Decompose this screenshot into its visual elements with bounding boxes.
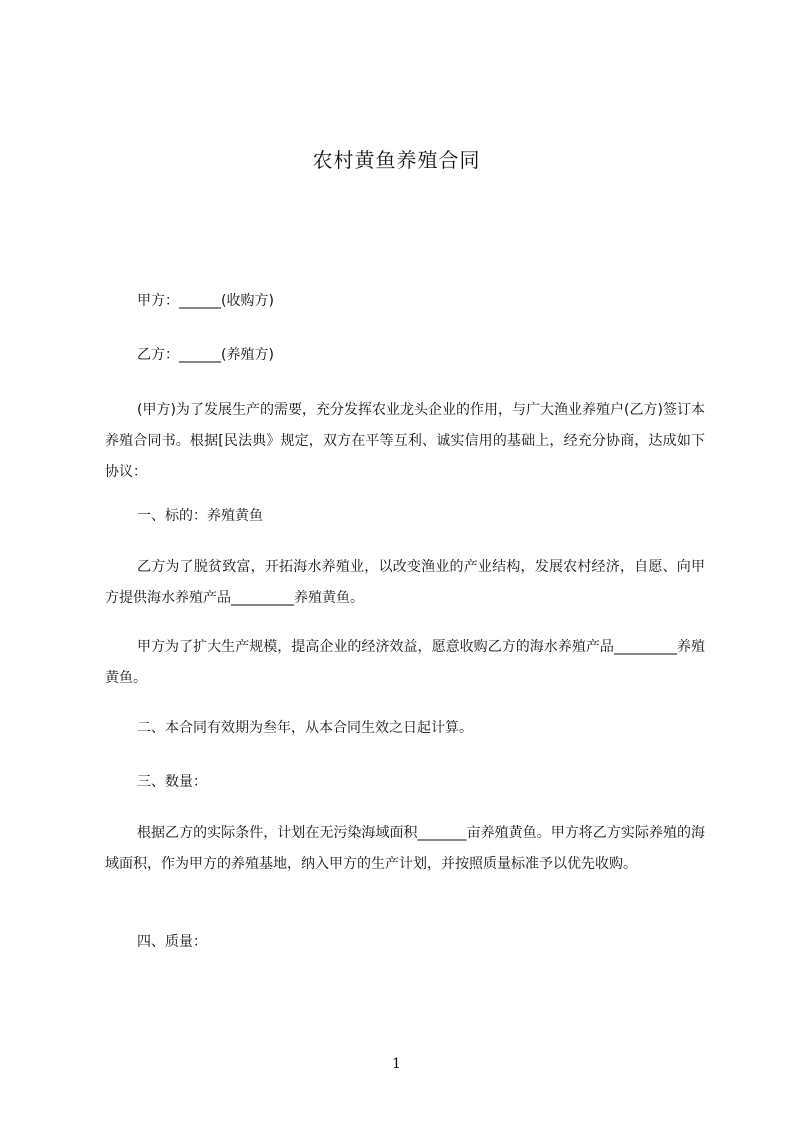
- section-1-paragraph-2: 甲方为了扩大生产规模，提高企业的经济效益，愿意收购乙方的海水养殖产品_________养殖黄鱼。: [105, 639, 705, 686]
- party-a-line: 甲方：______(收购方): [137, 293, 274, 309]
- section-1-paragraph-1: 乙方为了脱贫致富，开拓海水养殖业，以改变渔业的产业结构，发展农村经济，自愿、向甲方提供海水养殖产品_________养殖黄鱼。: [105, 559, 705, 606]
- section-3-heading: 三、数量：: [137, 774, 207, 790]
- document-title: 农村黄鱼养殖合同: [312, 148, 481, 172]
- intro-paragraph: (甲方)为了发展生产的需要，充分发挥农业龙头企业的作用，与广大渔业养殖户(乙方)签订本养殖合同书。根据[民法典》规定，双方在平等互利、诚实信用的基础上，经充分协商，达成如下协议：: [105, 402, 705, 480]
- section-3-paragraph: 根据乙方的实际条件，计划在无污染海域面积_______亩养殖黄鱼。甲方将乙方实际养殖的海域面积，作为甲方的养殖基地，纳入甲方的生产计划，并按照质量标准予以优先收购。: [105, 825, 705, 872]
- page-number: 1: [392, 1056, 401, 1072]
- section-1-heading: 一、标的：养殖黄鱼: [137, 508, 263, 524]
- section-4-heading: 四、质量：: [137, 934, 207, 950]
- party-b-line: 乙方：______(养殖方): [137, 347, 274, 363]
- section-2-heading: 二、本合同有效期为叁年，从本合同生效之日起计算。: [137, 720, 473, 736]
